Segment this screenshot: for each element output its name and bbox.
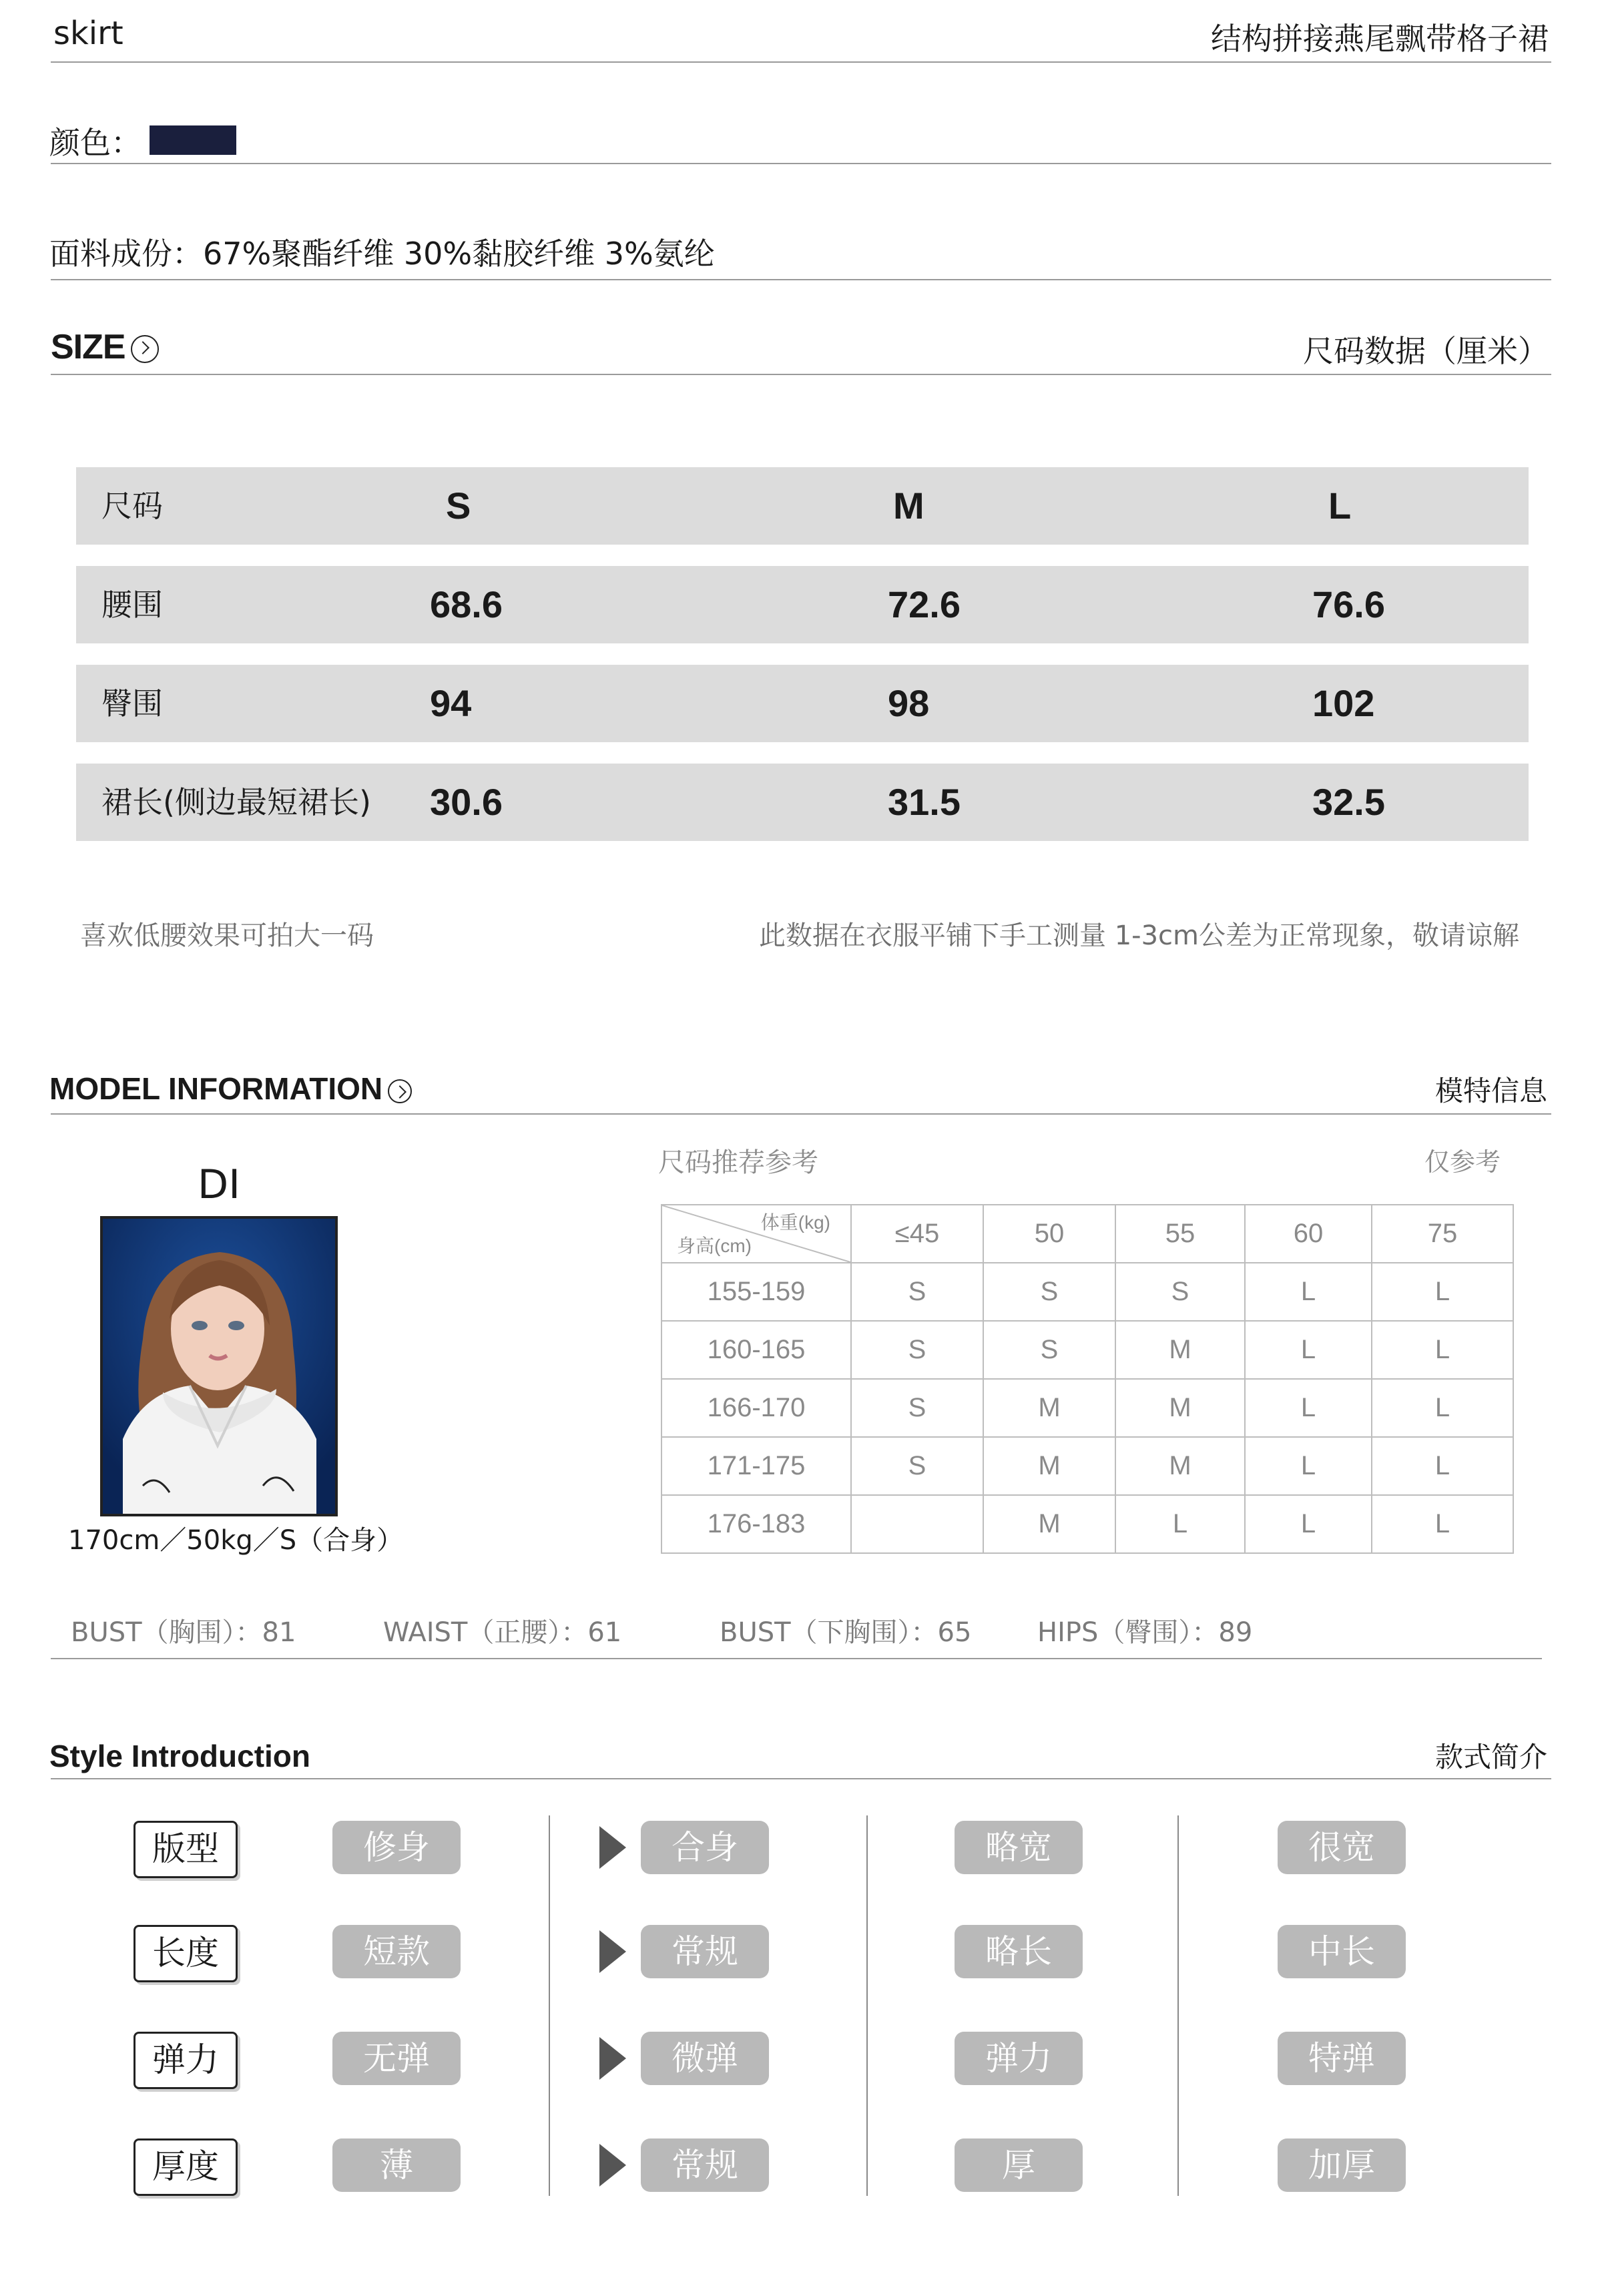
size-reference-title: 尺码推荐参考 (658, 1147, 818, 1178)
size-cell: S (446, 485, 471, 527)
option-pill-selected: 微弹 (641, 2032, 769, 2085)
table-row (661, 1205, 1513, 1263)
size-cell: S (851, 1263, 983, 1321)
divider (51, 1778, 1551, 1779)
size-cell: M (983, 1379, 1115, 1437)
height-cell: 160-165 (661, 1321, 851, 1379)
size-row-label: 腰围 (101, 587, 163, 623)
style-section-title: Style Introduction (49, 1739, 310, 1773)
size-cell: M (1115, 1321, 1245, 1379)
option-pill-selected: 常规 (641, 2138, 769, 2192)
size-note-right: 此数据在衣服平铺下手工测量 1-3cm公差为正常现象，敬请谅解 (758, 920, 1519, 951)
size-cell: L (1328, 485, 1352, 527)
divider (51, 61, 1551, 63)
weight-header: ≤45 (851, 1205, 983, 1263)
column-divider (866, 1815, 868, 2196)
weight-header: 60 (1245, 1205, 1372, 1263)
circle-chevron-icon (131, 335, 159, 363)
size-cell: M (983, 1495, 1115, 1553)
size-note-left: 喜欢低腰效果可拍大一码 (80, 920, 374, 951)
size-cell: 94 (430, 682, 472, 724)
style-label-fit: 版型 (134, 1821, 238, 1878)
size-cell: M (1115, 1437, 1245, 1495)
style-label-length: 长度 (134, 1925, 238, 1982)
size-cell: L (1372, 1321, 1513, 1379)
size-cell: M (983, 1437, 1115, 1495)
fabric-composition: 面料成份：67%聚酯纤维 30%黏胶纤维 3%氨纶 (49, 236, 715, 272)
corner-height-label: 身高(cm) (677, 1235, 752, 1256)
size-cell: L (1372, 1379, 1513, 1437)
size-cell: 98 (888, 682, 930, 724)
option-pill-selected: 合身 (641, 1821, 769, 1874)
option-pill: 特弹 (1278, 2032, 1406, 2085)
option-pill: 加厚 (1278, 2138, 1406, 2192)
option-pill: 略长 (955, 1925, 1083, 1978)
corner-weight-label: 体重(kg) (760, 1212, 830, 1233)
size-cell: L (1245, 1495, 1372, 1553)
weight-header: 75 (1372, 1205, 1513, 1263)
option-pill: 中长 (1278, 1925, 1406, 1978)
selected-indicator-icon (599, 1826, 626, 1869)
measurement-hips: HIPS（臀围）：89 (1037, 1617, 1253, 1648)
option-pill: 略宽 (955, 1821, 1083, 1874)
height-cell: 155-159 (661, 1263, 851, 1321)
size-cell: 72.6 (888, 583, 961, 625)
table-row (661, 1437, 1513, 1495)
column-divider (1177, 1815, 1179, 2196)
size-recommendation-table (661, 1204, 1514, 1554)
weight-header: 55 (1115, 1205, 1245, 1263)
size-cell: L (1372, 1437, 1513, 1495)
table-row (661, 1321, 1513, 1379)
model-stats: 170cm／50kg／S（合身） (68, 1525, 404, 1556)
divider (51, 163, 1551, 164)
model-photo (100, 1216, 338, 1516)
size-cell: 68.6 (430, 583, 503, 625)
color-swatch (150, 125, 236, 155)
style-label-thickness: 厚度 (134, 2138, 238, 2196)
color-label: 颜色： (49, 125, 142, 161)
size-cell: S (1115, 1263, 1245, 1321)
divider (51, 279, 1551, 280)
size-cell: S (983, 1263, 1115, 1321)
model-name: DI (198, 1161, 240, 1208)
size-cell: 30.6 (430, 781, 503, 823)
option-pill: 无弹 (332, 2032, 461, 2085)
size-row (76, 764, 1529, 841)
table-corner-cell (661, 1205, 851, 1263)
weight-header: 50 (983, 1205, 1115, 1263)
column-divider (549, 1815, 550, 2196)
height-cell: 166-170 (661, 1379, 851, 1437)
option-pill-selected: 常规 (641, 1925, 769, 1978)
size-row-label: 尺码 (101, 488, 163, 524)
size-cell: S (983, 1321, 1115, 1379)
option-pill: 很宽 (1278, 1821, 1406, 1874)
size-cell: L (1245, 1437, 1372, 1495)
model-photo-illustration (103, 1219, 335, 1514)
size-row (76, 665, 1529, 742)
size-cell: L (1245, 1263, 1372, 1321)
size-cell: L (1245, 1321, 1372, 1379)
size-cell: M (1115, 1379, 1245, 1437)
size-row (76, 566, 1529, 643)
size-cell: L (1245, 1379, 1372, 1437)
selected-indicator-icon (599, 2037, 626, 2080)
size-cell: 76.6 (1312, 583, 1385, 625)
size-cell: L (1115, 1495, 1245, 1553)
size-cell: M (893, 485, 924, 527)
measurement-bust: BUST（胸围）：81 (71, 1617, 296, 1648)
option-pill: 弹力 (955, 2032, 1083, 2085)
product-name: 结构拼接燕尾飘带格子裙 (1211, 21, 1549, 57)
size-header-row (76, 467, 1529, 545)
category-label: skirt (53, 15, 123, 52)
size-cell: L (1372, 1263, 1513, 1321)
circle-chevron-icon (388, 1079, 412, 1103)
measurement-waist: WAIST（正腰）：61 (383, 1617, 622, 1648)
size-cell: S (851, 1437, 983, 1495)
selected-indicator-icon (599, 1930, 626, 1973)
selected-indicator-icon (599, 2144, 626, 2187)
table-row (661, 1263, 1513, 1321)
option-pill: 修身 (332, 1821, 461, 1874)
size-cell: 102 (1312, 682, 1375, 724)
divider (51, 1658, 1542, 1659)
size-reference-note: 仅参考 (1424, 1147, 1501, 1177)
option-pill: 薄 (332, 2138, 461, 2192)
height-cell: 176-183 (661, 1495, 851, 1553)
size-cell: L (1372, 1495, 1513, 1553)
size-cell: 32.5 (1312, 781, 1385, 823)
size-cell: 31.5 (888, 781, 961, 823)
size-cell: S (851, 1379, 983, 1437)
size-cell (851, 1495, 983, 1553)
divider (51, 374, 1551, 375)
size-row-label: 裙长(侧边最短裙长) (101, 784, 371, 820)
table-row (661, 1379, 1513, 1437)
model-section-title: MODEL INFORMATION (49, 1071, 412, 1107)
style-label-elasticity: 弹力 (134, 2032, 238, 2089)
size-section-title: SIZE (51, 327, 159, 367)
option-pill: 短款 (332, 1925, 461, 1978)
size-section-subtitle: 尺码数据（厘米） (1303, 333, 1549, 369)
style-section-subtitle: 款式简介 (1434, 1741, 1547, 1773)
height-cell: 171-175 (661, 1437, 851, 1495)
option-pill: 厚 (955, 2138, 1083, 2192)
divider (51, 1113, 1551, 1115)
size-cell: S (851, 1321, 983, 1379)
table-row (661, 1495, 1513, 1553)
measurement-underbust: BUST（下胸围）：65 (720, 1617, 972, 1648)
model-section-subtitle: 模特信息 (1434, 1075, 1547, 1107)
size-row-label: 臀围 (101, 685, 163, 722)
